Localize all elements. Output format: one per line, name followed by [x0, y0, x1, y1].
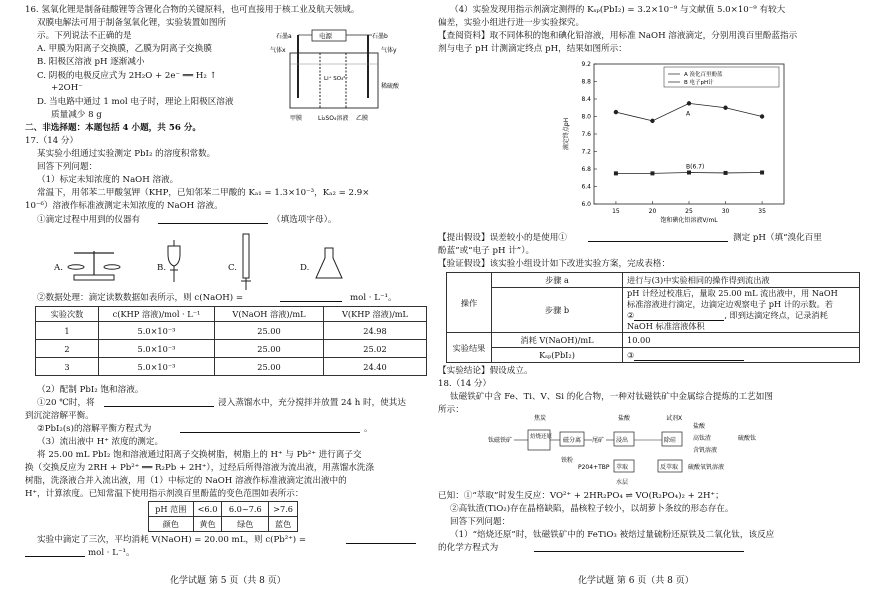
table-header: 6.0~7.6 [222, 502, 269, 517]
part4-line: 【查阅资料】取不同体积的饱和碘化铅溶液，用标准 NaOH 溶液滴定，分别用溴百里酚蓝指示 [438, 31, 798, 41]
table-cell: 绿色 [222, 517, 269, 532]
ph-chart [558, 58, 798, 230]
x-tick-label: 15 [612, 208, 620, 215]
verify-line: 【验证假设】该实验小组设计如下改进实验方案，完成表格： [438, 259, 671, 269]
legend-label: A 溴化百里酚蓝 [684, 72, 723, 78]
table-cell: Kₛₚ(PbI₂) [492, 348, 623, 363]
table-cell: 2 [36, 340, 99, 358]
part2-line: ①20 ℃时，将 [37, 398, 95, 408]
final-line: 实验中滴定了三次，平均消耗 V(NaOH) = 20.00 mL，则 c(Pb²⁺) = [37, 535, 307, 545]
table-cell: 10.00 [623, 333, 860, 348]
flow-label: 试剂X [666, 415, 683, 422]
section-heading: 二、非选择题：本题包括 4 小题，共 56 分。 [25, 123, 202, 133]
table-header: >7.6 [269, 502, 298, 517]
option-d-label: D. [300, 263, 310, 273]
table-header: V(KHP 溶液)/mL [324, 307, 427, 322]
part2-line: ②PbI₂(s)的溶解平衡方程式为 [37, 424, 152, 434]
burette-icon [238, 232, 254, 292]
data-processing-unit: mol · L⁻¹。 [350, 293, 397, 303]
x-tick-label: 25 [685, 208, 693, 215]
x-tick-label: 20 [648, 208, 657, 215]
table-cell: 25.00 [215, 340, 324, 358]
table-cell: 颜色 [149, 517, 194, 532]
q16-option-d: D. 当电路中通过 1 mol 电子时，理论上阳极区溶液 [37, 97, 234, 107]
hypothesis-line: 酚蓝”或“电子 pH 计”）。 [438, 246, 535, 256]
known-line: 已知：①“萃取”时发生反应：VO²⁺ + 2HR₂PO₄ ⇌ VO(R₂PO₄)₂ + 2H⁺； [438, 491, 724, 501]
part4-line: （4）实验发现用指示剂滴定测得的 Kₛₚ(PbI₂) = 3.2×10⁻⁹ 与文献值 5.0×10⁻⁹ 有较大 [450, 5, 786, 15]
balance-icon [66, 245, 122, 283]
answer-blank [280, 292, 342, 302]
flow-box: 除硅 [664, 437, 677, 444]
data-processing-text: ②数据处理：滴定读数数据如表所示，则 c(NaOH) = [37, 293, 244, 303]
electrolysis-diagram [268, 28, 428, 126]
q18-line: 钛磁铁矿中含 Fe、Ti、V、Si 的化合物，一种对钛磁铁矿中金属综合提炼的工艺如图 [450, 392, 773, 402]
gas-y-label: 气体y [381, 47, 397, 54]
final-unit: mol · L⁻¹。 [88, 548, 135, 558]
known-line: 回答下列问题： [450, 517, 511, 527]
table-header: 实验次数 [36, 307, 99, 322]
table-header: c(KHP 溶液)/mol · L⁻¹ [99, 307, 215, 322]
table-cell: 3 [36, 358, 99, 376]
conclusion-line: 【实验结论】假设成立。 [438, 366, 533, 376]
flow-label: 硫酸氧钒溶液 [688, 464, 725, 471]
x-tick-label: 30 [721, 208, 730, 215]
answer-blank [180, 423, 360, 433]
part2-line: 将 25.00 mL PbI₂ 饱和溶液通过阳离子交换树脂，树脂上的 H⁺ 与 Pb²⁺ 进行离子交 [37, 450, 362, 460]
y-tick-label: 7.2 [581, 148, 591, 156]
flow-label: 盐酸 [618, 415, 631, 422]
data-point [760, 171, 764, 175]
table-cell: 25.02 [324, 340, 427, 358]
part4-line: 偏差，实验小组进行进一步实验探究。 [438, 18, 585, 28]
legend-label: B 电子pH计 [684, 80, 714, 86]
membrane-a-label: 甲膜 [290, 115, 303, 122]
q17-line: 常温下，用邻苯二甲酸氢钾（KHP，已知邻苯二甲酸的 Kₐ₁ = 1.3×10⁻³，Kₐ₂ = 2.9× [37, 188, 370, 198]
q17-line: （1）标定未知浓度的 NaOH 溶液。 [37, 175, 179, 185]
table-cell: 蓝色 [269, 517, 298, 532]
table-cell: 1 [36, 322, 99, 340]
table-cell: 5.0×10⁻³ [99, 322, 215, 340]
process-flowchart [488, 412, 788, 488]
flow-label: 盐酸 [693, 423, 706, 430]
answer-blank [588, 232, 728, 242]
option-a-label: A. [54, 263, 63, 273]
y-axis-label: 滴定终点pH [563, 117, 570, 151]
table-cell: 24.40 [324, 358, 427, 376]
flow-label: 高钛渣 [693, 435, 712, 442]
table-cell: 操作 [447, 273, 492, 333]
table-cell: 消耗 V(NaOH)/mL [492, 333, 623, 348]
y-tick-label: 9.2 [581, 61, 591, 68]
y-tick-label: 8.4 [581, 96, 591, 103]
table-cell: 进行与(3)中实验相同的操作得到流出液 [623, 273, 860, 288]
table-header: <6.0 [193, 502, 222, 517]
separatory-funnel-icon [162, 238, 186, 284]
data-point [723, 106, 727, 110]
table-cell: 5.0×10⁻³ [99, 340, 215, 358]
step-b-line: NaOH 标准溶液体积 [627, 321, 705, 331]
step-b-line: pH 计经过校准后，量取 25.00 mL 流出液中，用 NaOH [627, 288, 838, 298]
step-b-line: 标准溶液进行滴定，边滴定边观察电子 pH 计的示数。若 [627, 299, 833, 309]
page-footer: 化学试题 第 6 页（共 8 页） [578, 576, 694, 586]
series-label: B(6.7) [686, 163, 705, 171]
flow-label: 铁粉 [561, 457, 574, 464]
graphite-b-label: 石墨b [372, 33, 388, 40]
step-b-line [627, 310, 859, 321]
part4-line: 剂与电子 pH 计测滴定终点 pH，结果如图所示： [438, 44, 627, 54]
flow-label: 水层 [616, 479, 629, 486]
ions-label: Li⁺ SO₄²⁻ [324, 76, 349, 82]
q16-option-c: C. 阴极的电极反应式为 2H₂O + 2e⁻ ══ H₂ ↑ [37, 71, 217, 81]
flow-label: 硫酸钛 [738, 435, 757, 442]
q16-option-a: A. 甲膜为阳离子交换膜，乙膜为阴离子交换膜 [37, 44, 212, 54]
q16-option-c-cont: +2OH⁻ [51, 83, 83, 93]
part2-line: 。 [364, 424, 373, 434]
q17-line: ①滴定过程中用到的仪器有 [37, 215, 141, 225]
table-header: pH 范围 [149, 502, 194, 517]
q17-line: 某实验小组通过实验测定 PbI₂ 的溶度积常数。 [37, 149, 216, 159]
option-b-label: B. [157, 263, 167, 273]
table-cell: 实验结果 [447, 333, 492, 363]
table-header: V(NaOH 溶液)/mL [215, 307, 324, 322]
table-cell: 24.98 [324, 322, 427, 340]
y-tick-label: 8.0 [581, 113, 591, 121]
answer-marker: ③ [627, 350, 635, 360]
data-point [650, 119, 654, 123]
y-tick-label: 8.8 [581, 78, 591, 86]
flow-label: 焦炭 [534, 415, 547, 422]
x-axis-label: 饱和碘化铅溶液V/mL [660, 217, 718, 224]
x-tick-label: 35 [758, 208, 766, 215]
series-label: A [686, 110, 691, 118]
table-cell: 黄色 [193, 517, 222, 532]
data-point [650, 171, 654, 175]
table-cell: 5.0×10⁻³ [99, 358, 215, 376]
answer-blank [25, 547, 85, 557]
flow-label: 钛磁铁矿 [488, 437, 513, 444]
y-tick-label: 7.6 [581, 131, 591, 138]
part2-line: 浸入蒸馏水中，充分搅拌并放置 24 h 时，使其达 [218, 398, 406, 408]
q16-line: 双膜电解法可用于制备氢氧化锂，实验装置如图所 [37, 18, 227, 28]
power-label: 电源 [319, 32, 332, 40]
page-footer: 化学试题 第 5 页（共 8 页） [170, 576, 286, 586]
solution-label: Li₂SO₄溶液 [318, 115, 349, 122]
step-b-text: , 即到达滴定终点，记录消耗 [724, 310, 828, 320]
part2-line: （3）流出液中 H⁺ 浓度的测定。 [37, 437, 164, 447]
titration-table [35, 306, 427, 376]
flow-box: 焙烧还原 [530, 434, 553, 440]
y-tick-label: 6.4 [581, 183, 591, 191]
data-point [614, 171, 618, 175]
left-page [0, 0, 430, 603]
table-cell: 25.00 [215, 358, 324, 376]
table-cell: 步骤 a [492, 273, 623, 288]
q16-option-d-cont: 质量减少 8 g [51, 110, 102, 120]
q17-heading: 17.（14 分） [25, 136, 79, 146]
q17-line: （填选项字母）。 [272, 215, 337, 225]
flow-box: 浸出 [616, 437, 629, 444]
answer-blank [104, 397, 214, 407]
y-tick-label: 6.8 [581, 166, 591, 173]
flow-label: 含钒溶液 [693, 447, 718, 454]
q16-line: 16. 氢氧化锂是制备硅酸锂等含锂化合物的关键原料，也可直接用于核工业及航天领域。 [25, 5, 360, 15]
flow-box: 磁分离 [563, 437, 582, 444]
gas-x-label: 气体x [270, 47, 286, 54]
data-point [687, 171, 691, 175]
q18-line: 所示： [438, 405, 464, 415]
table-cell: 25.00 [215, 322, 324, 340]
part2-line: 树脂，洗涤液合并入流出液，用（1）中标定的 NaOH 溶液作标准液滴定流出液中的 [25, 476, 347, 486]
answer-blank [634, 351, 744, 361]
q17-line: 回答下列问题： [37, 162, 98, 172]
data-point [614, 110, 618, 114]
data-point [760, 114, 764, 118]
graphite-a-label: 石墨a [276, 33, 292, 40]
y-tick-label: 6.0 [581, 201, 591, 208]
answer-blank [634, 311, 724, 321]
hypothesis-line: 【提出假设】误差较小的是使用① [438, 233, 567, 243]
option-c-label: C. [228, 263, 238, 273]
answer-blank [158, 214, 268, 224]
q16-line: 示。下列说法不正确的是 [37, 31, 132, 41]
flow-box: 反萃取 [660, 464, 679, 471]
table-cell [623, 348, 860, 363]
q16-option-b: B. 阳极区溶液 pH 逐渐减小 [37, 57, 145, 67]
answer-marker: ② [627, 310, 635, 320]
part2-line: 换（交换反应为 2RH + Pb²⁺ ══ R₂Pb + 2H⁺），过经后所得溶液为流出液，用蒸馏水洗涤 [25, 463, 374, 473]
known-line: ②高钛渣(TiO₂)存在晶格缺陷，晶核粒子较小，以胡萝卜条纹的形态存在。 [450, 504, 734, 514]
answer-blank [346, 534, 416, 544]
experiment-table [446, 272, 860, 363]
known-line: 的化学方程式为 [438, 543, 499, 553]
step-b-cell [623, 288, 860, 333]
answer-blank [534, 542, 744, 552]
table-cell: 步骤 b [492, 288, 623, 333]
part2-line: H⁺，计算浓度。已知常温下使用指示剂溴百里酚蓝的变色范围如表所示： [25, 489, 304, 499]
right-page [438, 0, 870, 603]
data-point [724, 171, 728, 175]
flow-label: 尾矿 [592, 437, 605, 444]
known-line: （1）“焙烧还原”时，钛磁铁矿中的 FeTiO₃ 被焙过量硫粉还原铁及二氧化钛，该反应 [450, 530, 775, 540]
membrane-b-label: 乙膜 [356, 115, 369, 122]
dilute-acid-label: 稀硫酸 [381, 83, 400, 90]
flow-box: 萃取 [616, 464, 629, 471]
part2-line: 到沉淀溶解平衡。 [25, 411, 94, 421]
q17-line: 10⁻⁶）溶液作标准液测定未知浓度的 NaOH 溶液。 [25, 201, 223, 211]
flow-label: P204+TBP [578, 464, 610, 471]
indicator-table [148, 501, 298, 532]
hypothesis-line: 测定 pH（填“溴化百里 [733, 233, 822, 243]
q18-heading: 18.（14 分） [438, 379, 492, 389]
part2-line: （2）配制 PbI₂ 饱和溶液。 [37, 385, 144, 395]
conical-flask-icon [314, 246, 344, 280]
data-point [687, 101, 691, 105]
